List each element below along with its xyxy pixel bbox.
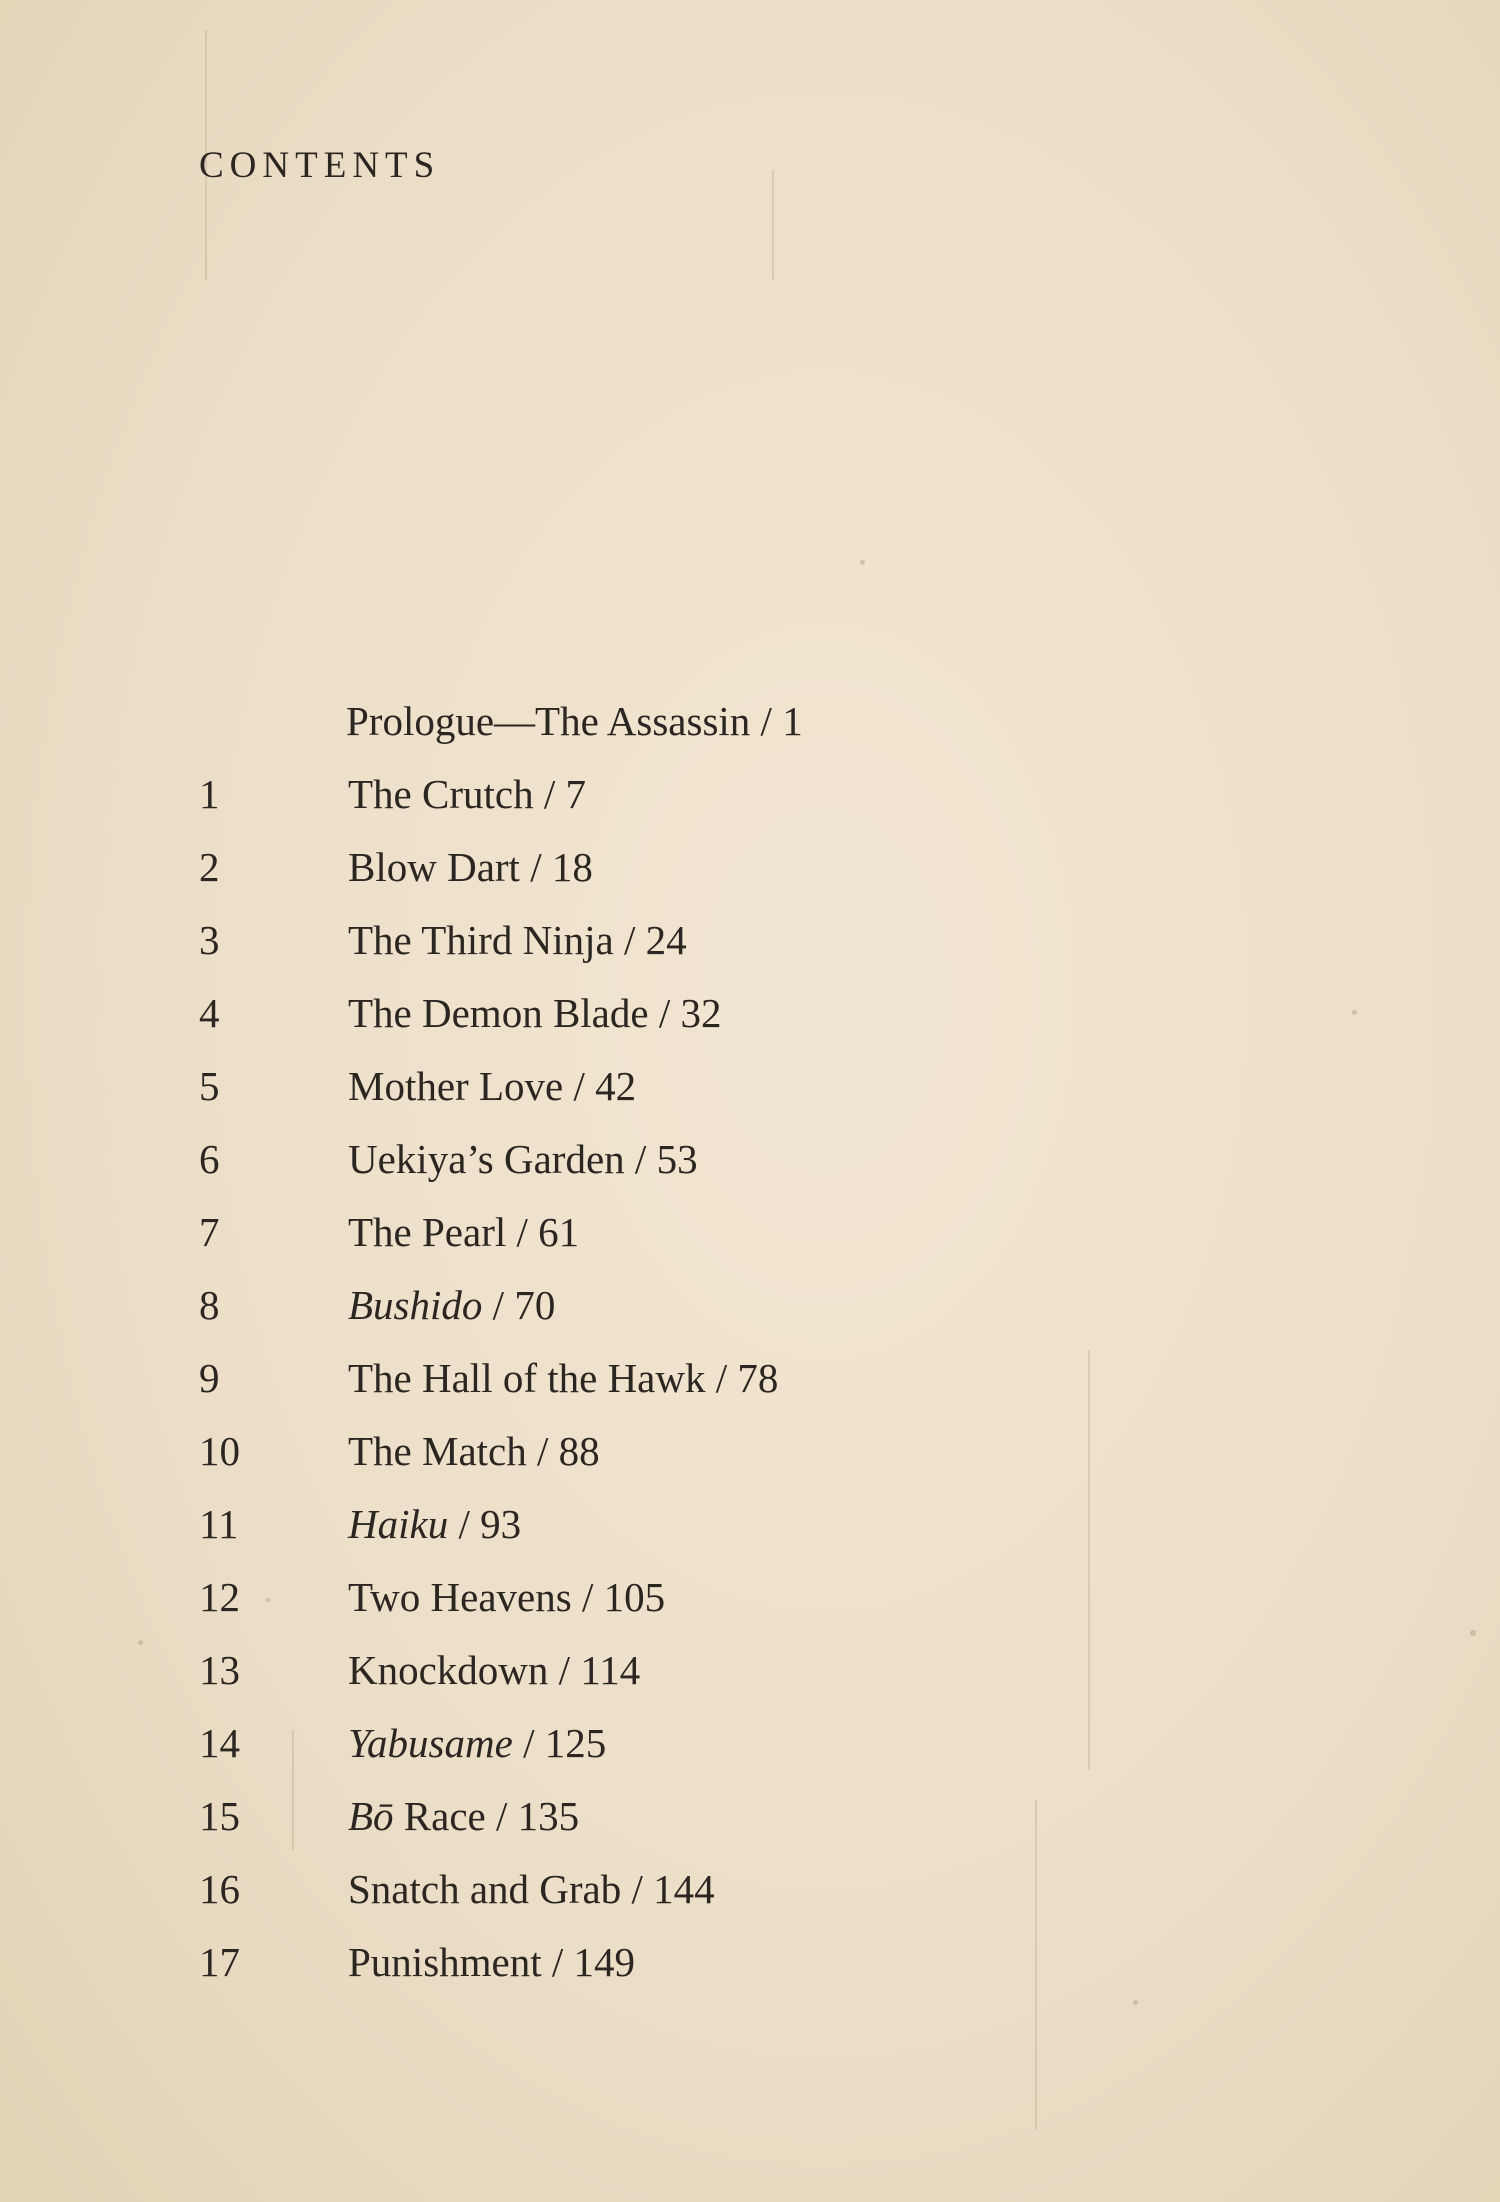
toc-entry-title: Mother Love / 42 xyxy=(348,1063,637,1109)
toc-entry-title: Bushido / 70 xyxy=(348,1282,556,1328)
toc-entry-page: 125 xyxy=(544,1720,607,1766)
toc-entry-page: 53 xyxy=(656,1136,698,1182)
toc-entry-number: 5 xyxy=(199,1063,220,1109)
toc-entry xyxy=(199,1569,1299,1642)
toc-entry xyxy=(199,1934,1299,2007)
toc-entry-title: The Hall of the Hawk / 78 xyxy=(348,1355,779,1401)
toc-entry-number: 1 xyxy=(199,771,220,817)
toc-entry-title: The Crutch / 7 xyxy=(348,771,586,817)
toc-entry xyxy=(199,766,1299,839)
toc-entry-number: 17 xyxy=(199,1939,240,1985)
toc-entry xyxy=(199,1277,1299,1350)
toc-entry-page: 149 xyxy=(573,1939,636,1985)
toc-entry-title: Blow Dart / 18 xyxy=(348,844,593,890)
toc-entry-page: 93 xyxy=(480,1501,522,1547)
toc-entry-number: 14 xyxy=(199,1720,240,1766)
toc-entry-number: 11 xyxy=(199,1501,239,1547)
toc-entry xyxy=(199,839,1299,912)
paper-crease xyxy=(772,170,774,280)
toc-entry xyxy=(199,1642,1299,1715)
toc-entry xyxy=(199,1788,1299,1861)
toc-entry-prologue xyxy=(199,693,1299,766)
toc-entry-number: 16 xyxy=(199,1866,240,1912)
toc-entry-page: 135 xyxy=(517,1793,580,1839)
toc-entry-number: 10 xyxy=(199,1428,240,1474)
toc-entry-title: Prologue—The Assassin / 1 xyxy=(346,698,803,744)
paper-speck xyxy=(1470,1630,1476,1636)
paper-speck xyxy=(138,1640,143,1645)
toc-entry-page: 42 xyxy=(595,1063,637,1109)
toc-entry xyxy=(199,1058,1299,1131)
toc-entry-page: 61 xyxy=(538,1209,580,1255)
toc-entry-title: The Demon Blade / 32 xyxy=(348,990,722,1036)
toc-entry-page: 18 xyxy=(551,844,593,890)
toc-entry-title: The Pearl / 61 xyxy=(348,1209,580,1255)
toc-entry xyxy=(199,1861,1299,1934)
toc-entry-number: 13 xyxy=(199,1647,240,1693)
toc-entry-page: 114 xyxy=(580,1647,641,1693)
toc-entry-number: 15 xyxy=(199,1793,240,1839)
contents-heading: CONTENTS xyxy=(199,145,441,186)
toc-entry-page: 144 xyxy=(653,1866,715,1912)
toc-entry-number: 4 xyxy=(199,990,220,1036)
toc-entry-number: 9 xyxy=(199,1355,220,1401)
toc-entry xyxy=(199,1423,1299,1496)
toc-entry xyxy=(199,1496,1299,1569)
toc-entry xyxy=(199,912,1299,985)
toc-entry-page: 78 xyxy=(737,1355,779,1401)
toc-entry-number: 6 xyxy=(199,1136,220,1182)
toc-entry-title: Two Heavens / 105 xyxy=(348,1574,666,1620)
toc-entry-number: 12 xyxy=(199,1574,240,1620)
toc-entry xyxy=(199,1350,1299,1423)
toc-entry xyxy=(199,985,1299,1058)
table-of-contents xyxy=(199,693,1299,2007)
toc-entry-title: Knockdown / 114 xyxy=(348,1647,641,1693)
toc-entry-page: 70 xyxy=(514,1282,556,1328)
toc-entry-title: Bō Race / 135 xyxy=(348,1793,580,1839)
toc-entry-page: 7 xyxy=(565,771,586,817)
toc-entry-title: Punishment / 149 xyxy=(348,1939,636,1985)
paper-speck xyxy=(1352,1010,1357,1015)
toc-entry-page: 1 xyxy=(782,698,803,744)
toc-entry-page: 24 xyxy=(645,917,687,963)
toc-entry-page: 88 xyxy=(558,1428,600,1474)
toc-entry-number: 3 xyxy=(199,917,220,963)
toc-entry-title: Yabusame / 125 xyxy=(348,1720,607,1766)
toc-entry-number: 2 xyxy=(199,844,220,890)
toc-entry xyxy=(199,1131,1299,1204)
toc-entry xyxy=(199,1204,1299,1277)
toc-entry-number: 7 xyxy=(199,1209,220,1255)
paper-speck xyxy=(860,560,865,565)
toc-entry-title: Haiku / 93 xyxy=(348,1501,522,1547)
toc-entry xyxy=(199,1715,1299,1788)
toc-entry-page: 105 xyxy=(603,1574,666,1620)
toc-entry-title: The Match / 88 xyxy=(348,1428,600,1474)
toc-entry-title: The Third Ninja / 24 xyxy=(348,917,687,963)
toc-entry-page: 32 xyxy=(680,990,722,1036)
toc-entry-number: 8 xyxy=(199,1282,220,1328)
toc-entry-title: Uekiya’s Garden / 53 xyxy=(348,1136,698,1182)
toc-entry-title: Snatch and Grab / 144 xyxy=(348,1866,715,1912)
